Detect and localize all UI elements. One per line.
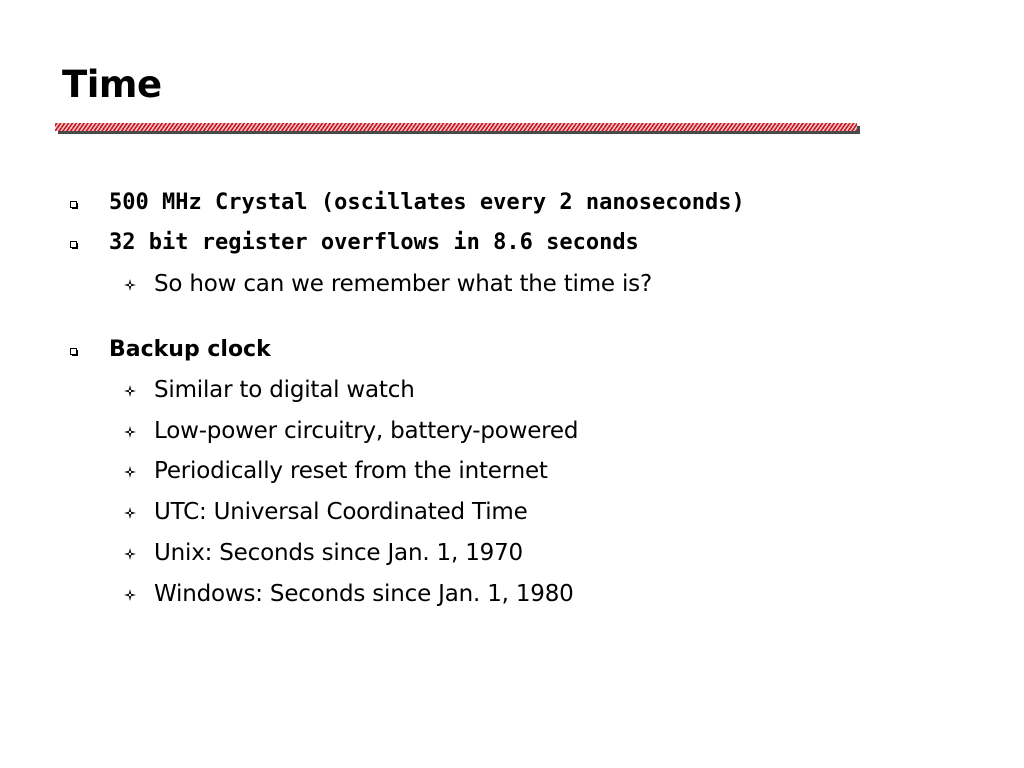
four-point-star-bullet-icon	[124, 589, 136, 601]
sub-bullet-text: Periodically reset from the internet	[154, 458, 548, 484]
sub-bullet-text: So how can we remember what the time is?	[154, 271, 652, 297]
sub-bullet-text: Unix: Seconds since Jan. 1, 1970	[154, 540, 523, 566]
sub-bullet-text: Similar to digital watch	[154, 377, 415, 403]
square-bullet-icon	[70, 348, 78, 356]
bullet-text: 500 MHz Crystal (oscillates every 2 nanoseconds)	[109, 190, 745, 215]
sub-bullet-text: UTC: Universal Coordinated Time	[154, 499, 528, 525]
slide-title: Time	[62, 63, 162, 106]
four-point-star-bullet-icon	[124, 426, 136, 438]
four-point-star-bullet-icon	[124, 466, 136, 478]
four-point-star-bullet-icon	[124, 507, 136, 519]
bullet-text: Backup clock	[109, 337, 271, 362]
four-point-star-bullet-icon	[124, 279, 136, 291]
sub-bullet-text: Windows: Seconds since Jan. 1, 1980	[154, 581, 574, 607]
four-point-star-bullet-icon	[124, 385, 136, 397]
sub-bullet-text: Low-power circuitry, battery-powered	[154, 418, 579, 444]
four-point-star-bullet-icon	[124, 548, 136, 560]
bullet-text: 32 bit register overflows in 8.6 seconds	[109, 230, 639, 255]
square-bullet-icon	[70, 201, 78, 209]
square-bullet-icon	[70, 241, 78, 249]
